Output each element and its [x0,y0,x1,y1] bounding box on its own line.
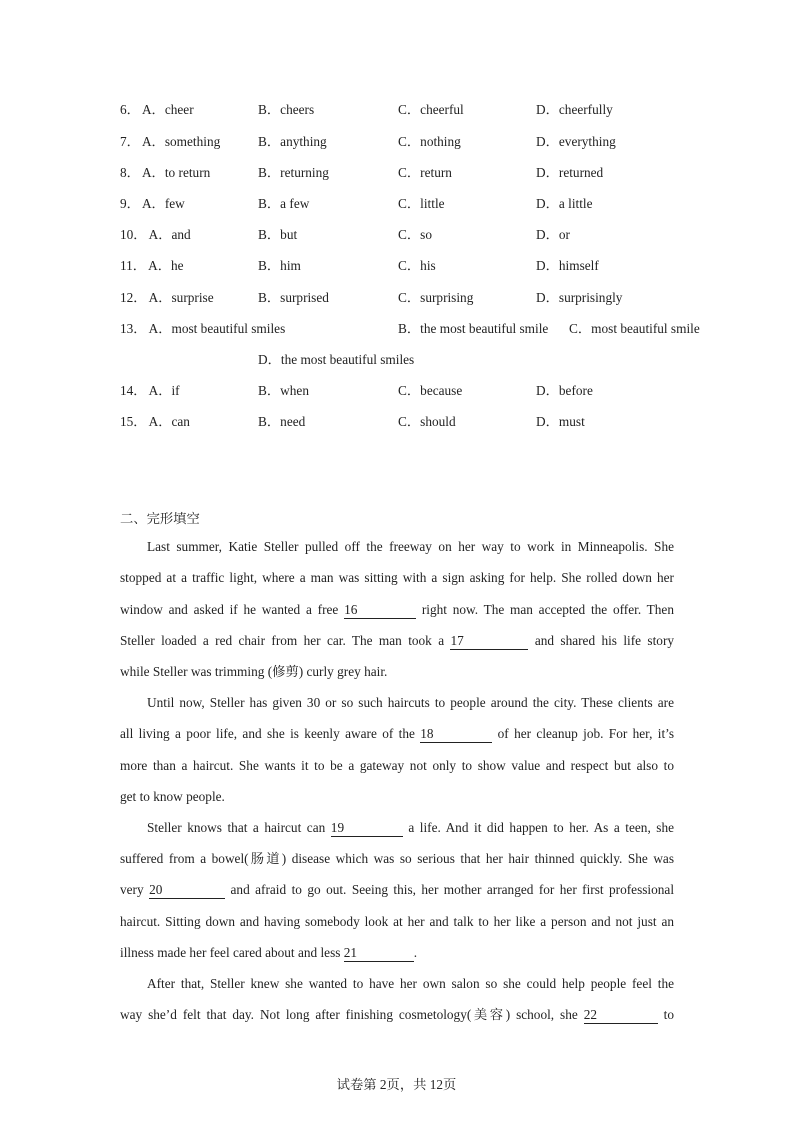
option-d: D．himself [536,258,599,273]
option-a: 13． A．most beautiful smiles [120,321,286,336]
option-b: B．a few [258,196,310,211]
option-a: 14． A．if [120,383,180,398]
option-c: C．his [398,258,436,273]
page-footer: 试卷第 2页，共 12页 [336,1077,457,1092]
blank-17[interactable]: 17 [450,633,528,650]
option-b: B．surprised [258,290,329,305]
option-b: B．returning [258,165,329,180]
option-d: D．cheerfully [536,102,613,117]
option-b: B．when [258,383,309,398]
passage-line: stopped at a traffic light, where a man was sitting with a sign asking for help. She rolled down her [120,570,674,585]
option-a: 10． A．and [120,227,191,242]
passage-line: suffered from a bowel(肠道) disease which was so serious that her hair thinned quickly. She was [120,851,674,866]
blank-16[interactable]: 16 [344,602,416,619]
passage-line: Steller knows that a haircut can 19 a life. And it did happen to her. As a teen, she [147,820,675,835]
option-a: 11． A．he [120,258,184,273]
question-8 [0,163,793,183]
question-13 [0,319,793,339]
blank-22[interactable]: 22 [584,1007,658,1024]
passage-line: window and asked if he wanted a free 16 right now. The man accepted the offer. Then [120,602,674,617]
section-title: 二、完形填空 [120,511,200,526]
option-c: C．little [398,196,445,211]
option-d: D．must [536,414,585,429]
blank-21[interactable]: 21 [344,945,414,962]
blank-20[interactable]: 20 [149,882,225,899]
passage-line: illness made her feel cared about and less 21 . [120,945,418,960]
option-b: B．anything [258,134,327,149]
option-a: 7． A．something [120,134,221,149]
blank-18[interactable]: 18 [420,726,492,743]
question-12 [0,288,793,308]
passage-line: while Steller was trimming (修剪) curly grey hair. [120,664,388,679]
question-15 [0,412,793,432]
option-a: 15． A．can [120,414,190,429]
passage-line: Until now, Steller has given 30 or so such haircuts to people around the city. These clients are [147,695,674,710]
blank-19[interactable]: 19 [331,820,403,837]
option-c: C．should [398,414,456,429]
option-c: C．most beautiful smile [569,321,700,336]
question-10 [0,225,793,245]
option-c: C．nothing [398,134,461,149]
option-b: B．cheers [258,102,315,117]
question-11 [0,256,793,276]
option-d: D．returned [536,165,604,180]
passage-line: Last summer, Katie Steller pulled off the freeway on her way to work in Minneapolis. She [147,539,674,554]
question-6 [0,100,793,120]
passage-line: way she’d felt that day. Not long after finishing cosmetology(美容) school, she 22 to [120,1007,674,1022]
option-a: 12． A．surprise [120,290,214,305]
option-d: D．the most beautiful smiles [258,352,415,367]
option-c: C．return [398,165,452,180]
question-14 [0,381,793,401]
option-d: D．before [536,383,593,398]
option-b: B．need [258,414,306,429]
question-13-cont [0,350,793,370]
option-d: D．a little [536,196,593,211]
question-7 [0,132,793,152]
question-number: 6． A．cheer [120,102,194,117]
option-c: C．so [398,227,432,242]
passage-line: Steller loaded a red chair from her car. The man took a 17 and shared his life story [120,633,675,648]
option-d: D．or [536,227,570,242]
passage-line: After that, Steller knew she wanted to have her own salon so she could help people feel the [147,976,674,991]
option-b: B．him [258,258,301,273]
option-c: C．because [398,383,463,398]
passage-line: haircut. Sitting down and having somebody look at her and talk to her like a person and not just an [120,914,674,929]
option-d: D．everything [536,134,616,149]
option-c: C．cheerful [398,102,464,117]
option-d: D．surprisingly [536,290,623,305]
passage-line: all living a poor life, and she is keenly aware of the 18 of her cleanup job. For her, it’s [120,726,675,741]
passage-line: very 20 and afraid to go out. Seeing this, her mother arranged for her first professional [120,882,675,897]
question-9 [0,194,793,214]
passage-line: more than a haircut. She wants it to be a gateway not only to show value and respect but also to [120,758,674,773]
option-c: C．surprising [398,290,474,305]
passage-line: get to know people. [120,789,225,804]
option-a: 8． A．to return [120,165,211,180]
option-a: 9． A．few [120,196,185,211]
option-b: B．but [258,227,298,242]
option-b: B．the most beautiful smile [398,321,549,336]
